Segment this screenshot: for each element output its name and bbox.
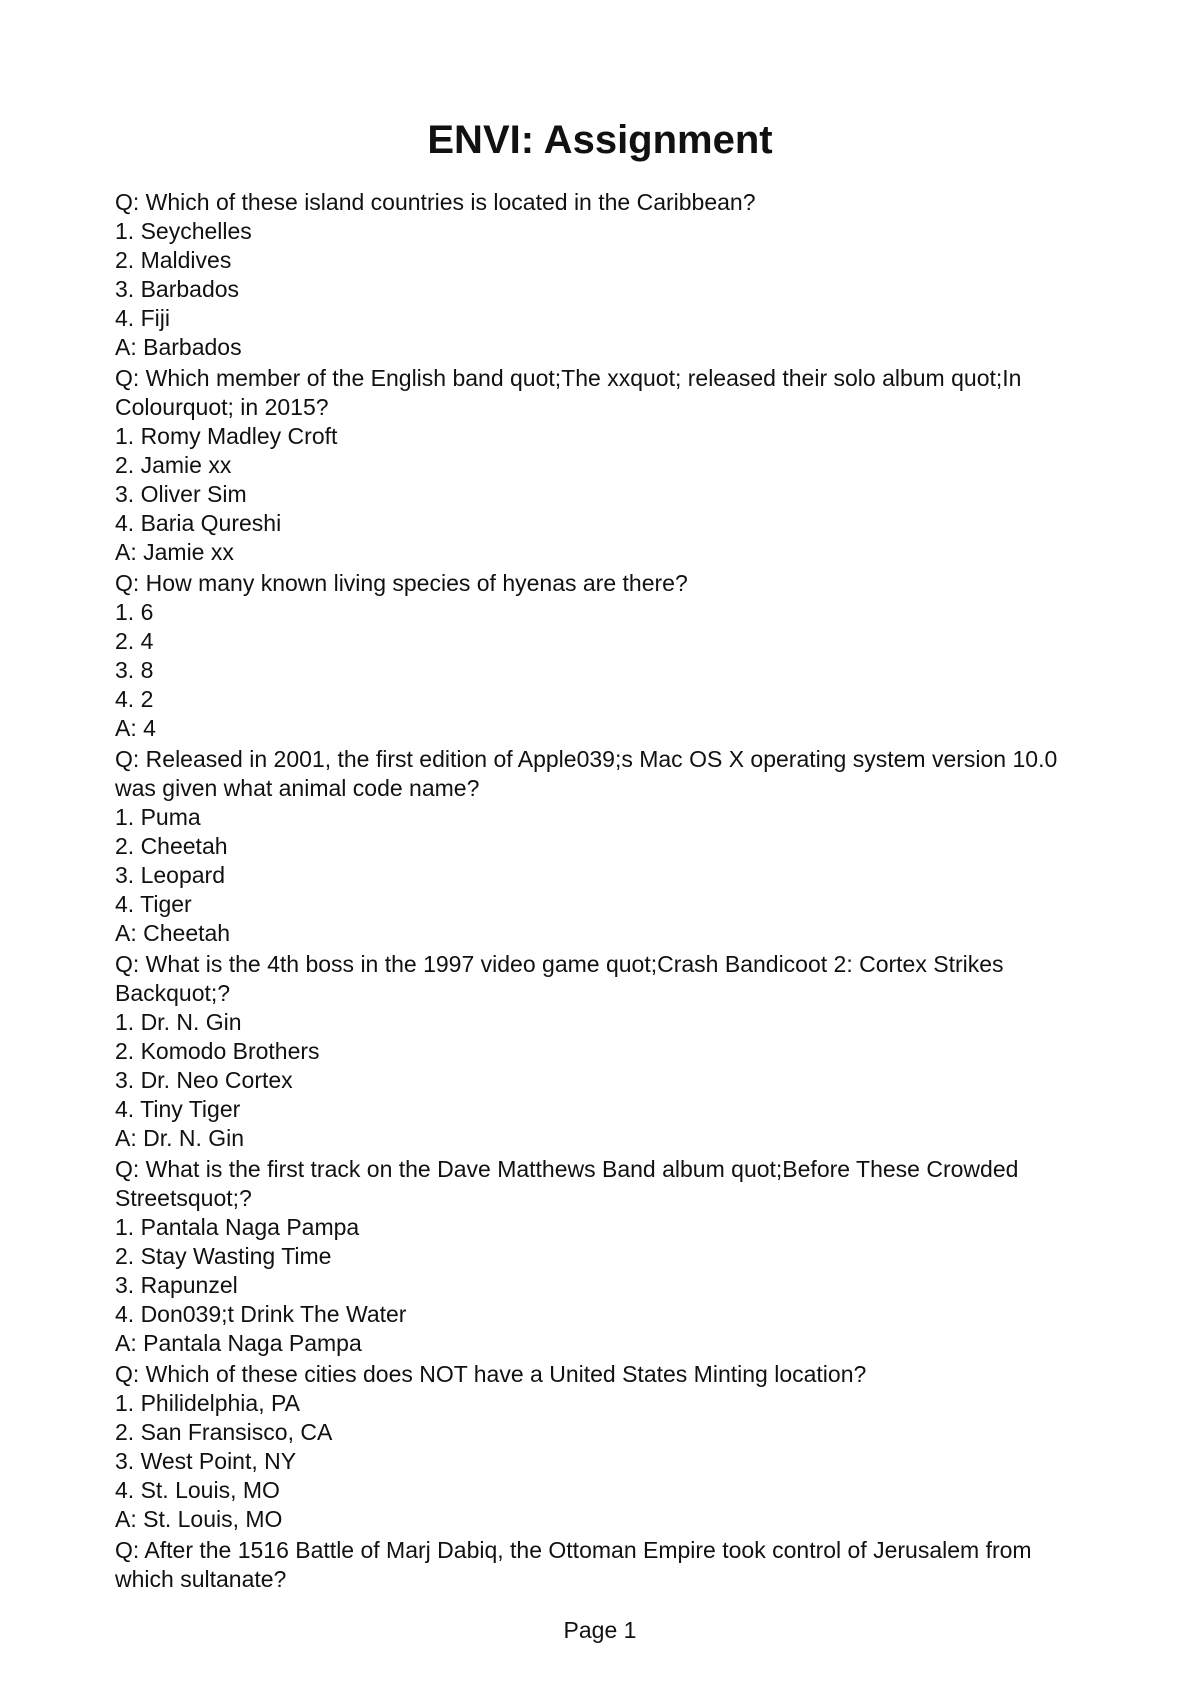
answer-option: 1. Philidelphia, PA — [115, 1390, 300, 1416]
answer-option: 2. Maldives — [115, 247, 232, 273]
question-text: Q: What is the first track on the Dave Matthews Band album quot;Before These Crowded Streetsquot;? — [115, 1156, 1019, 1211]
question-block — [115, 1536, 1095, 1594]
document-title: ENVI: Assignment — [427, 118, 773, 162]
correct-answer: A: Barbados — [115, 334, 242, 360]
correct-answer: A: Jamie xx — [115, 539, 234, 565]
question-text: Q: Which of these cities does NOT have a United States Minting location? — [115, 1361, 867, 1387]
question-text: Q: How many known living species of hyenas are there? — [115, 570, 688, 596]
answer-option: 4. Baria Qureshi — [115, 510, 282, 536]
question-text: Q: Which of these island countries is located in the Caribbean? — [115, 189, 756, 215]
question-text: Q: Which member of the English band quot;The xxquot; released their solo album quot;In Colourquot; in 2015? — [115, 365, 1022, 420]
question-text: Q: After the 1516 Battle of Marj Dabiq, the Ottoman Empire took control of Jerusalem from which sultanate? — [115, 1537, 1032, 1592]
answer-option: 1. Seychelles — [115, 218, 252, 244]
answer-option: 3. Dr. Neo Cortex — [115, 1067, 293, 1093]
answer-option: 3. Barbados — [115, 276, 240, 302]
answer-option: 1. Romy Madley Croft — [115, 423, 338, 449]
answer-option: 3. West Point, NY — [115, 1448, 297, 1474]
answer-option: 4. Fiji — [115, 305, 170, 331]
answer-option: 1. Dr. N. Gin — [115, 1009, 242, 1035]
answer-option: 4. Tiger — [115, 891, 192, 917]
question-block — [115, 569, 1095, 743]
answer-option: 2. Jamie xx — [115, 452, 232, 478]
answer-option: 1. Puma — [115, 804, 201, 830]
question-text: Q: Released in 2001, the first edition of Apple039;s Mac OS X operating system version 10.0 was given what animal code name? — [115, 746, 1058, 801]
answer-option: 4. St. Louis, MO — [115, 1477, 280, 1503]
correct-answer: A: Cheetah — [115, 920, 231, 946]
question-text: Q: What is the 4th boss in the 1997 video game quot;Crash Bandicoot 2: Cortex Strikes Backquot;? — [115, 951, 1004, 1006]
answer-option: 4. 2 — [115, 686, 154, 712]
answer-option: 2. San Fransisco, CA — [115, 1419, 333, 1445]
answer-option: 4. Tiny Tiger — [115, 1096, 241, 1122]
correct-answer: A: 4 — [115, 715, 156, 741]
question-block — [115, 364, 1095, 567]
question-block — [115, 1360, 1095, 1534]
correct-answer: A: Pantala Naga Pampa — [115, 1330, 362, 1356]
question-block — [115, 188, 1095, 362]
question-block — [115, 1155, 1095, 1358]
correct-answer: A: St. Louis, MO — [115, 1506, 283, 1532]
answer-option: 4. Don039;t Drink The Water — [115, 1301, 407, 1327]
answer-option: 2. Komodo Brothers — [115, 1038, 320, 1064]
answer-option: 3. Rapunzel — [115, 1272, 238, 1298]
answer-option: 2. 4 — [115, 628, 154, 654]
answer-option: 3. 8 — [115, 657, 154, 683]
page-number: Page 1 — [563, 1617, 637, 1643]
answer-option: 3. Leopard — [115, 862, 225, 888]
answer-option: 1. Pantala Naga Pampa — [115, 1214, 360, 1240]
answer-option: 3. Oliver Sim — [115, 481, 247, 507]
question-list — [115, 186, 1095, 1594]
question-block — [115, 745, 1095, 948]
correct-answer: A: Dr. N. Gin — [115, 1125, 245, 1151]
answer-option: 2. Stay Wasting Time — [115, 1243, 332, 1269]
answer-option: 1. 6 — [115, 599, 154, 625]
answer-option: 2. Cheetah — [115, 833, 228, 859]
question-block — [115, 950, 1095, 1153]
